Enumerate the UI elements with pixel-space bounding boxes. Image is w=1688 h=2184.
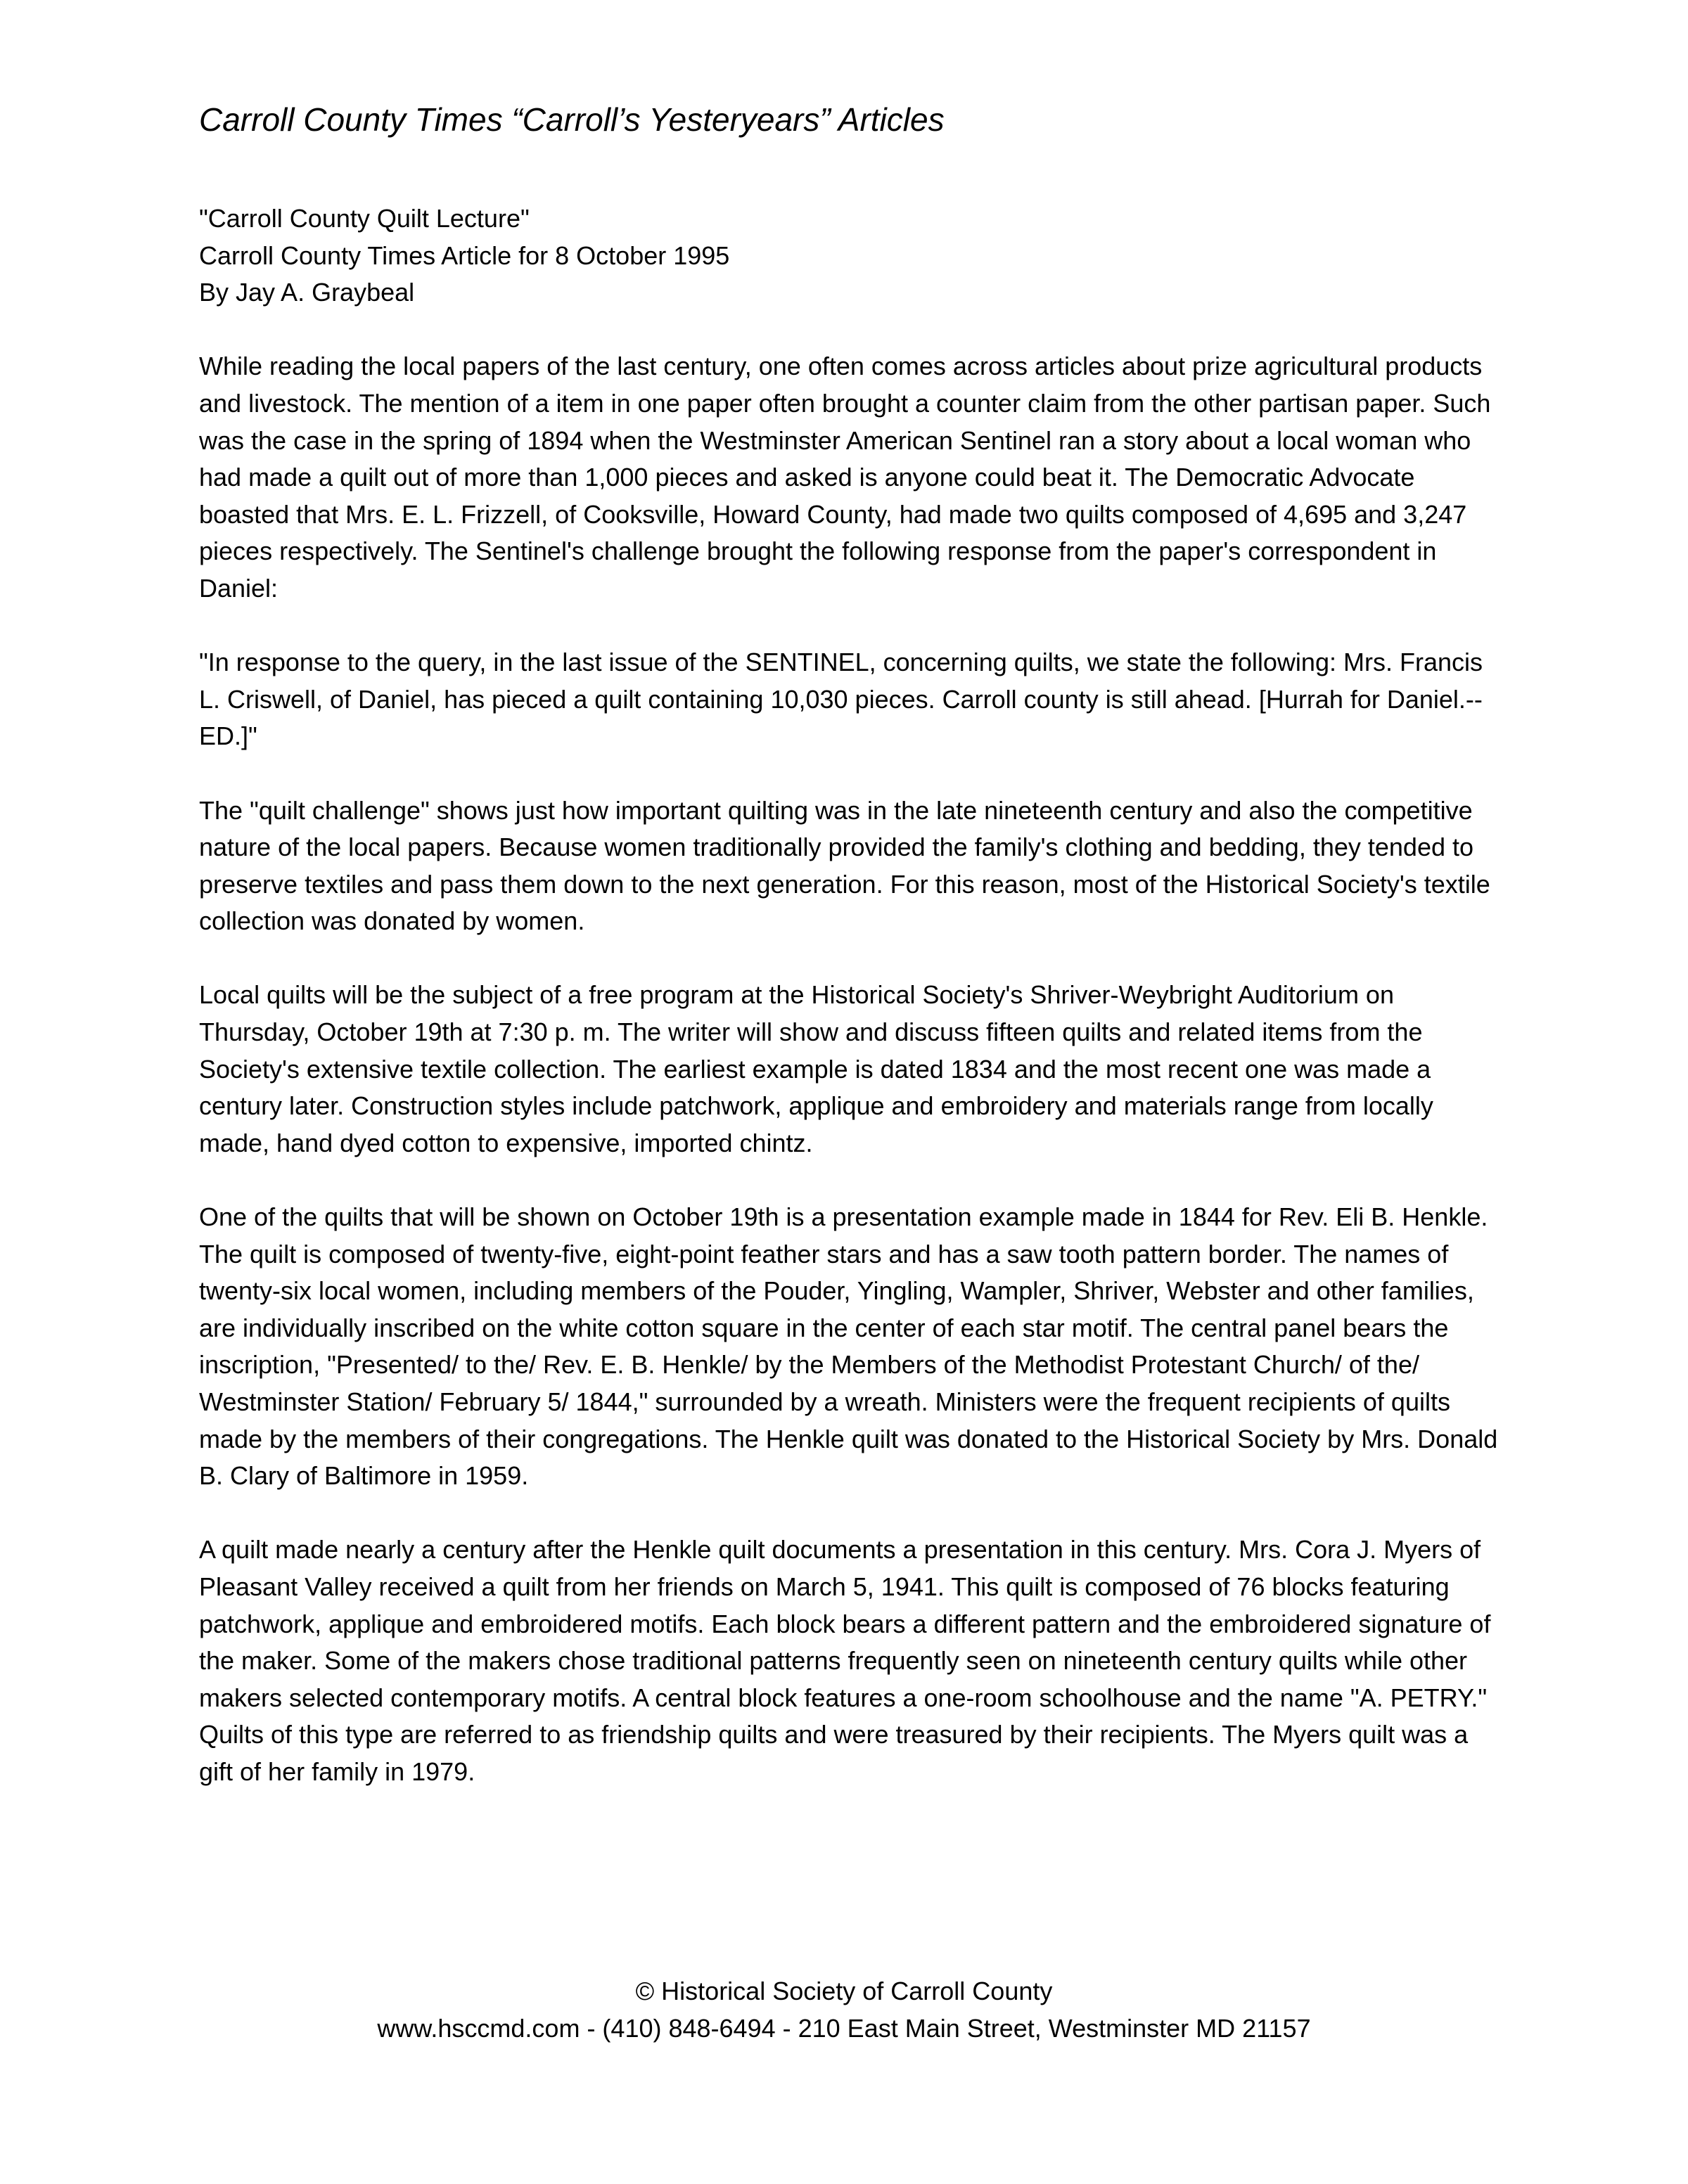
footer-contact: www.hsccmd.com - (410) 848-6494 - 210 East Main Street, Westminster MD 21157 [377, 2013, 1311, 2043]
article-body [199, 200, 1500, 1791]
footer-copyright: © Historical Society of Carroll County [635, 1977, 1053, 2005]
paragraph-quilt-challenge: The "quilt challenge" shows just how important quilting was in the late nineteenth century and also the competitive nature of the local papers. Because women traditionally provided the family's clothing and bedding, they tended to preserve textiles and pass them down to the next generation. For this reason, most of the Historical Society's textile collection was donated by women. [199, 795, 1490, 936]
paragraph-myers-quilt: A quilt made nearly a century after the Henkle quilt documents a presentation in this century. Mrs. Cora J. Myers of Pleasant Valley received a quilt from her friends on March 5, 1941. This quilt is composed of 76 blocks featuring patchwork, applique and embroidered motifs. Each block bears a different pattern and the embroidered signature of the maker. Some of the makers chose traditional patterns frequently seen on nineteenth century quilts while other makers selected contemporary motifs. A central block features a one-room schoolhouse and the name "A. PETRY." Quilts of this type are referred to as friendship quilts and were treasured by their recipients. The Myers quilt was a gift of her family in 1979. [199, 1535, 1491, 1786]
article-meta [199, 200, 1500, 311]
article-title: "Carroll County Quilt Lecture" [199, 204, 530, 233]
series-title: Carroll County Times “Carroll’s Yesteryears” Articles [199, 101, 945, 138]
paragraph-program: Local quilts will be the subject of a free program at the Historical Society's Shriver-Weybright Auditorium on Thursday, October 19th at 7:30 p. m. The writer will show and discuss fifteen quilts and related items from the Society's extensive textile collection. The earliest example is dated 1834 and the most recent one was made a century later. Construction styles include patchwork, applique and embroidery and materials range from locally made, hand dyed cotton to expensive, imported chintz. [199, 980, 1433, 1157]
footer [0, 1973, 1688, 2047]
paragraph-henkle-quilt: One of the quilts that will be shown on October 19th is a presentation example made in 1844 for Rev. Eli B. Henkle. The quilt is composed of twenty-five, eight-point feather stars and has a saw tooth pattern border. The names of twenty-six local women, including members of the Pouder, Yingling, Wampler, Shriver, Webster and other families, are individually inscribed on the white cotton square in the center of each star motif. The central panel bears the inscription, "Presented/ to the/ Rev. E. B. Henkle/ by the Members of the Methodist Protestant Church/ of the/ Westminster Station/ February 5/ 1844," surrounded by a wreath. Ministers were the frequent recipients of quilts made by the members of their congregations. The Henkle quilt was donated to the Historical Society by Mrs. Donald B. Clary of Baltimore in 1959. [199, 1202, 1498, 1491]
paragraph-quote: "In response to the query, in the last issue of the SENTINEL, concerning quilts, we state the following: Mrs. Francis L. Criswell, of Daniel, has pieced a quilt containing 10,030 pieces. Carroll county is still ahead. [Hurrah for Daniel.--ED.]" [199, 648, 1483, 751]
publication-line: Carroll County Times Article for 8 October 1995 [199, 240, 730, 270]
byline: By Jay A. Graybeal [199, 278, 415, 307]
paragraph-intro: While reading the local papers of the last century, one often comes across articles about prize agricultural products and livestock. The mention of a item in one paper often brought a counter claim from the other partisan paper. Such was the case in the spring of 1894 when the Westminster American Sentinel ran a story about a local woman who had made a quilt out of more than 1,000 pieces and asked is anyone could beat it. The Democratic Advocate boasted that Mrs. E. L. Frizzell, of Cooksville, Howard County, had made two quilts composed of 4,695 and 3,247 pieces respectively. The Sentinel's challenge brought the following response from the paper's correspondent in Daniel: [199, 352, 1491, 603]
